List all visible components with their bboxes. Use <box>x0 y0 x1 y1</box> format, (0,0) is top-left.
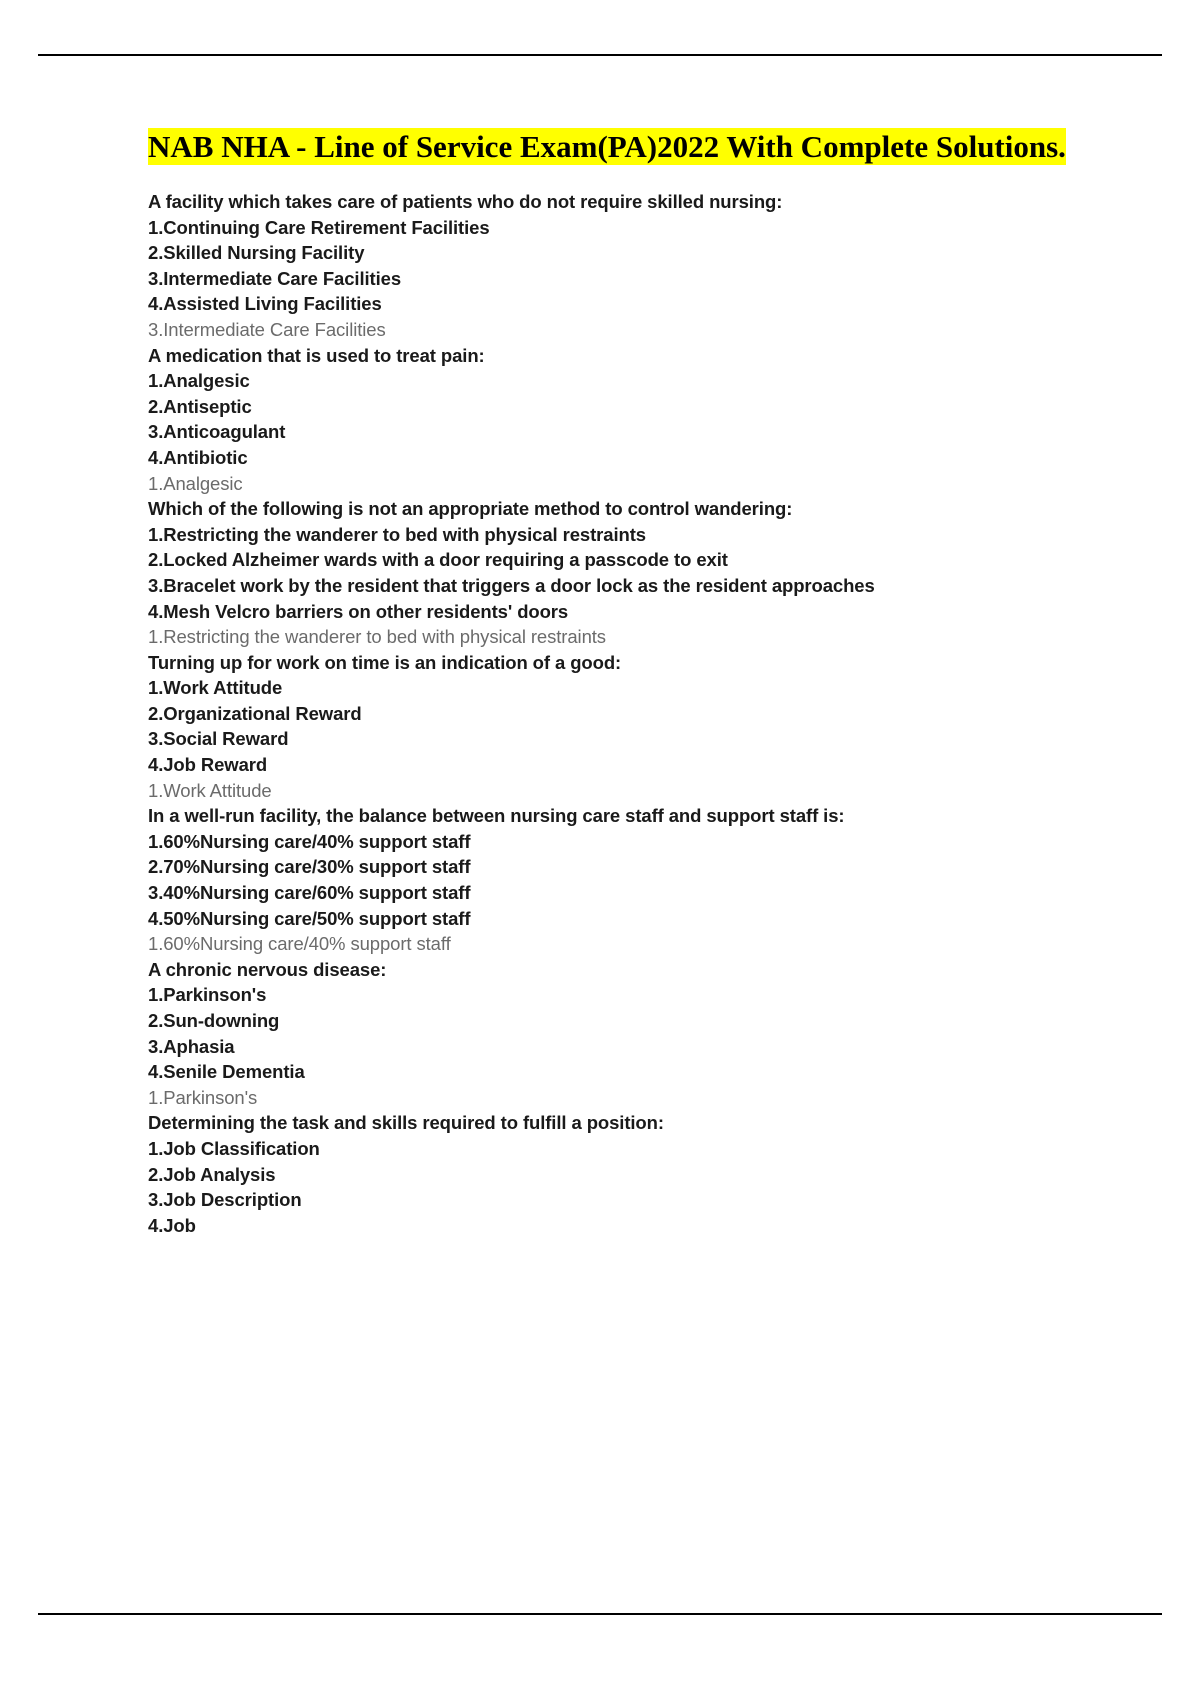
question-option: 4.50%Nursing care/50% support staff <box>148 907 471 929</box>
question-answer: 1.60%Nursing care/40% support staff <box>148 933 451 955</box>
question-answer: 1.Restricting the wanderer to bed with physical restraints <box>148 626 606 648</box>
question-prompt: Determining the task and skills required to fulfill a position: <box>148 1112 664 1134</box>
question-option: 1.Restricting the wanderer to bed with physical restraints <box>148 523 646 545</box>
question-answer: 1.Work Attitude <box>148 779 272 801</box>
question-option: 4.Job Reward <box>148 754 268 776</box>
qa-block <box>148 803 1108 957</box>
question-prompt: A medication that is used to treat pain: <box>148 344 485 366</box>
question-option: 4.Assisted Living Facilities <box>148 293 382 315</box>
qa-block <box>148 1110 1108 1238</box>
question-option: 3.40%Nursing care/60% support staff <box>148 882 471 904</box>
question-answer: 1.Parkinson's <box>148 1086 258 1108</box>
footer-rule <box>38 1613 1162 1615</box>
question-option: 4.Antibiotic <box>148 446 248 468</box>
question-option: 4.Mesh Velcro barriers on other residents' doors <box>148 600 569 622</box>
question-option: 1.Job Classification <box>148 1137 320 1159</box>
question-option: 2.70%Nursing care/30% support staff <box>148 856 471 878</box>
question-option: 3.Job Description <box>148 1189 302 1211</box>
question-answer: 3.Intermediate Care Facilities <box>148 318 386 340</box>
document-content <box>148 126 1108 1238</box>
qa-block <box>148 957 1108 1111</box>
question-option: 3.Anticoagulant <box>148 421 286 443</box>
question-option: 3.Aphasia <box>148 1035 235 1057</box>
question-option: 3.Intermediate Care Facilities <box>148 267 402 289</box>
question-option: 1.Continuing Care Retirement Facilities <box>148 216 490 238</box>
question-prompt: A chronic nervous disease: <box>148 958 387 980</box>
question-option: 2.Organizational Reward <box>148 702 362 724</box>
question-option: 2.Job Analysis <box>148 1163 276 1185</box>
page-title <box>148 126 1108 167</box>
question-option: 2.Antiseptic <box>148 395 252 417</box>
question-option: 3.Social Reward <box>148 728 289 750</box>
question-option: 1.Analgesic <box>148 370 250 392</box>
qa-block <box>148 189 1108 343</box>
question-prompt: Turning up for work on time is an indication of a good: <box>148 651 622 673</box>
page-title-highlight: NAB NHA - Line of Service Exam(PA)2022 With Complete Solutions. <box>148 129 1066 164</box>
qa-block <box>148 496 1108 650</box>
qa-block <box>148 650 1108 804</box>
question-option: 1.Parkinson's <box>148 984 267 1006</box>
question-option: 2.Sun-downing <box>148 1010 280 1031</box>
question-option: 4.Job <box>148 1214 196 1236</box>
question-prompt: A facility which takes care of patients who do not require skilled nursing: <box>148 191 783 212</box>
question-option: 1.Work Attitude <box>148 677 283 699</box>
question-option: 1.60%Nursing care/40% support staff <box>148 830 471 852</box>
question-option: 2.Skilled Nursing Facility <box>148 242 365 264</box>
question-option: 2.Locked Alzheimer wards with a door requiring a passcode to exit <box>148 549 728 571</box>
qa-block <box>148 343 1108 497</box>
header-rule <box>38 54 1162 56</box>
question-option: 3.Bracelet work by the resident that triggers a door lock as the resident approaches <box>148 574 875 596</box>
question-prompt: Which of the following is not an appropriate method to control wandering: <box>148 498 793 520</box>
question-prompt: In a well-run facility, the balance between nursing care staff and support staff is: <box>148 805 845 827</box>
question-answer: 1.Analgesic <box>148 472 243 494</box>
question-list <box>148 189 1108 1238</box>
question-option: 4.Senile Dementia <box>148 1061 305 1083</box>
